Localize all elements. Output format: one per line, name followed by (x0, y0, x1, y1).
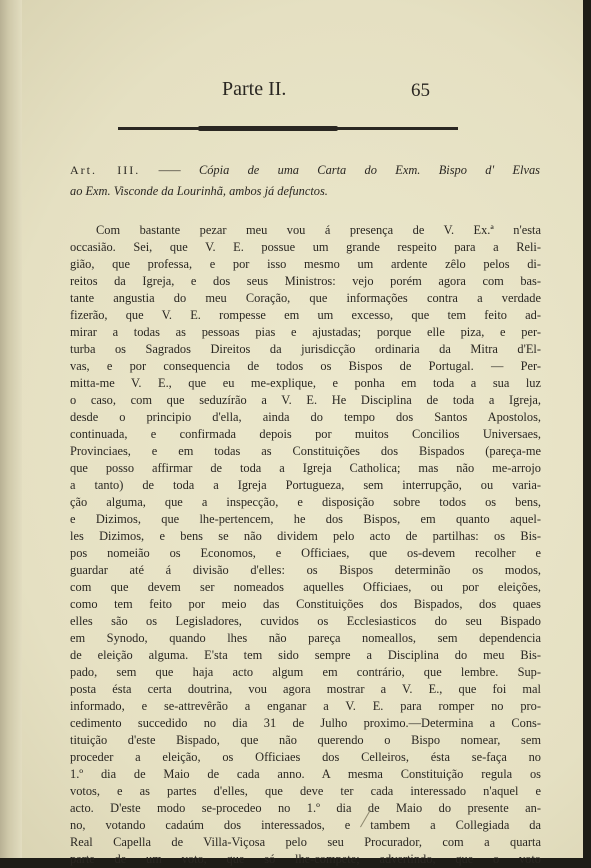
body-line: desde o principio d'ella, ainda do tempo dos Santos Apostolos, (70, 410, 541, 424)
body-line: cedimento succedido no dia 31 de Julho proximo.—Determina a Cons- (70, 716, 541, 730)
body-line: proceder a eleição, os Officiaes dos Celleiros, ésta se-faça no (70, 750, 541, 764)
body-line: pos nomeião os Economos, e Officiaes, que os-devem recolher e (70, 546, 541, 560)
body-line: mirar a todas as pessoas pias e ajustadas; porque elle piza, e per- (70, 325, 541, 339)
body-line: informado, e se-attrevêrão a enganar a V. E. para romper no pro- (70, 699, 541, 713)
body-line: guardar até á divisão d'elles: os Bispos determinão os modos, (70, 563, 541, 577)
body-line: com que devem ser nomeados aquelles Officiaes, ou por eleições, (70, 580, 541, 594)
article-title-line-2: ao Exm. Visconde da Lourinhã, ambos já defunctos. (70, 184, 328, 198)
body-line: votos, e as partes d'elles, que deve ter cada interessado n'aquel e (70, 784, 541, 798)
part-heading: Parte II. (222, 78, 287, 100)
body-line: turba os Sagrados Direitos da jurisdicção ordinaria da Mitra d'El- (70, 342, 541, 356)
body-line: elles são os Legisladores, cuvidos os Ecclesiasticos do seu Bispado (70, 614, 541, 628)
body-line: e Dizimos, que lhe-pertencem, he dos Bispos, em quanto aquel- (70, 512, 541, 526)
body-line: tante angustia do meu Coração, que informações contra a verdade (70, 291, 541, 305)
body-line: acto. D'este modo se-procedeo no 1.º dia de Maio do presente an- (70, 801, 541, 815)
body-line: o caso, com que seduzírão a V. E. He Disciplina de toda a Igreja, (70, 393, 541, 407)
article-label: Art. III. (70, 163, 141, 177)
body-line: continuada, e confirmada depois por muitos Concilios Universaes, (70, 427, 541, 441)
article-dash: —— (158, 163, 181, 177)
body-line: em Synodo, quando lhes não pareça nomeallos, sem dependencia (70, 631, 541, 645)
page-number: 65 (411, 80, 430, 101)
body-line: de eleição alguma. E'sta tem sido sempre a Disciplina do meu Bis- (70, 648, 541, 662)
running-header (0, 78, 591, 108)
body-line: gião, que professa, e por isso mesmo um ardente zêlo pelos di- (70, 257, 541, 271)
body-line: posta ésta certa doutrina, vou agora mostrar a V. E., que foi mal (70, 682, 541, 696)
body-line: 1.º dia de Maio de cada anno. A mesma Constituição regula os (70, 767, 541, 781)
body-line: vas, e por consequencia de todos os Bispos de Portugal. — Per- (70, 359, 541, 373)
header-rule (118, 127, 458, 130)
body-line: parte de um voto, que só lhe-compete; advertindo, que o voto (70, 852, 541, 866)
body-line: no, votando cadaúm dos interessados, e tambem a Collegiada da (70, 818, 541, 832)
letter-body (70, 222, 541, 868)
body-line: ção alguma, que a inspecção, e disposição sobre todos os bens, (70, 495, 541, 509)
body-line: Com bastante pezar meu vou á presença de V. Ex.ª n'esta (96, 223, 541, 237)
body-line: tituição d'este Bispado, que não querendo o Bispo nomear, sem (70, 733, 541, 747)
body-line: reitos da Igreja, e dos seus Ministros: vejo porém agora com bas- (70, 274, 541, 288)
body-line: les Dizimos, e bens se não dividem pelo acto de partilhas: os Bis- (70, 529, 541, 543)
body-line: pado, sem que haja acto algum em contrário, que lembre. Sup- (70, 665, 541, 679)
body-line: Provinciaes, e em todas as Constituições dos Bispados (pareça-me (70, 444, 541, 458)
article-title (70, 160, 540, 202)
body-line: a tanto) de toda a Igreja Portugueza, sem interrupção, ou varia- (70, 478, 541, 492)
page-gutter-shadow (0, 0, 22, 858)
body-line: como tem feito por meio das Constituições dos Bispados, dos quaes (70, 597, 541, 611)
body-line: occasião. Sei, que V. E. possue um grande respeito para a Reli- (70, 240, 541, 254)
body-line: Real Capella de Villa-Viçosa pelo seu Procurador, com a quarta (70, 835, 541, 849)
article-title-line-1 (70, 160, 540, 181)
article-title-text-1: Cópia de uma Carta do Exm. Bispo d' Elvas (198, 163, 540, 177)
body-line: fizerão, que V. E. rompesse em um excesso, que tem feito ad- (70, 308, 541, 322)
body-line: que posso affirmar de toda a Igreja Catholica; mas não me-arrojo (70, 461, 541, 475)
body-line: mitta-me V. E., que eu me-explique, e ponha em toda a sua luz (70, 376, 541, 390)
